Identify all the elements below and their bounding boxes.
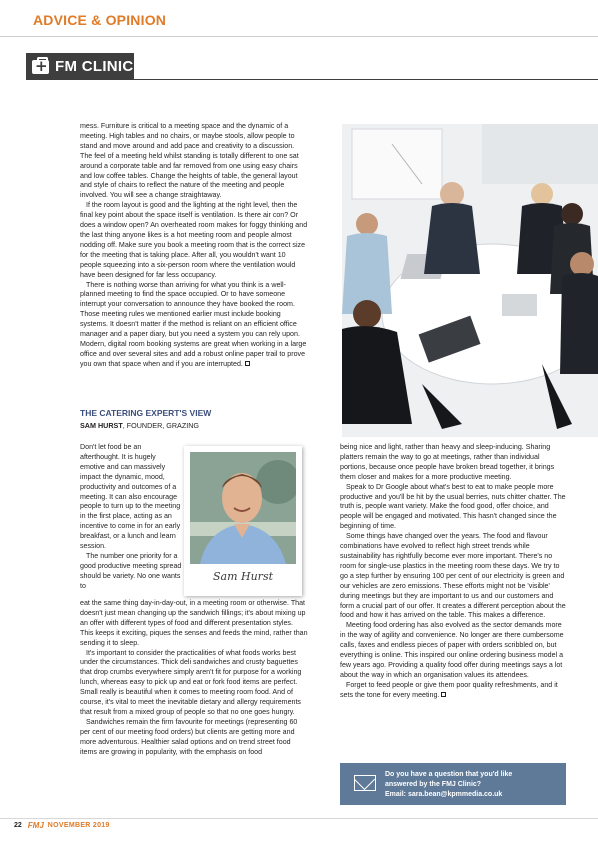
portrait-caption: Sam Hurst [212,570,274,583]
article-column-top [80,122,308,370]
banner-divider [134,79,598,80]
page-footer [14,821,110,830]
envelope-icon [354,775,376,791]
article-column-left-wide [80,599,308,758]
meeting-photo [342,124,598,437]
question-text [385,770,561,799]
article-paragraph: Don't let food be an afterthought. It is hugely emotive and can massively impact the dynamic, mood, productivity and outcomes of a meeting. It can also encourage people to turn up to the meeting in the first place, acting as an incentive to come in for an early breakfast, or a lunch and learn session. [80,443,181,551]
article-paragraph: It's important to consider the practicalities of what foods works best under the circumstances. Thick deli sandwiches and crusty baguettes that drop crumbs everywhere simply aren't fit for purpose for a working lunch, whereas easy to pick up and eat or fork food items are perfect. Small really is beautiful when it comes to meeting room food. And of course, it's vital to meet the inevitable dietary and allergy requirements that result from a mixed group of people so that no one goes hungry. [80,648,302,716]
question-box [340,763,566,805]
article-paragraph: being nice and light, rather than heavy and sleep-inducing. Sharing platters remain the way to go at meetings, rather than individual portions, because once people have broken bread together, it brings them closer and makes for a more productive meeting. [340,443,555,481]
article-paragraph: Speak to Dr Google about what's best to eat to make people more productive and you'll be hit by the usual berries, nuts chitter chatter. The truth is, people want variety. Make the food good, offer choice, and people will be engaged and motivated. This hasn't changed since the beginning of time. [340,482,566,531]
issue-date: NOVEMBER 2019 [47,822,110,829]
end-mark-icon [441,692,446,697]
contact-email[interactable]: Email: sara.bean@kpmmedia.co.uk [385,790,503,798]
first-aid-kit-icon [32,60,49,74]
portrait-photo [190,452,296,564]
section-divider [0,36,598,37]
question-line: Do you have a question that you'd like [385,771,513,778]
article-paragraph: eat the same thing day-in-day-out, in a meeting room or otherwise. That doesn't just mean changing up the sandwich fillings; it's about mixing up an offer with different types of food and different presentation styles. This keeps it exciting, piques the senses and feeds the mind, rather than sending it to sleep. [80,599,308,647]
expert-heading: THE CATERING EXPERT'S VIEW [80,408,212,418]
banner-title: FM CLINIC [55,58,134,75]
footer-divider [0,818,598,819]
article-paragraph: Sandwiches remain the firm favourite for meetings (representing 60 per cent of our meeting food orders) but clients are getting more and more adventurous. Healthier salad options and on trend street food items are growing in popularity, with the emphasis on food [80,717,298,756]
article-paragraph: Some things have changed over the years. The food and flavour combinations have evolved to reflect high street trends while sustainability has rightfully become ever more important. There's no room for single-use plastics in the meeting room these days. We try to go a step further by ensuring 100 per cent of our electricity is green and our vehicles are zero emissions. These efforts might not be 'visible' during meetings but they are important to us and our customers and form a crucial part of our offer. It creates a different perception about the food and how it has arrived on the table. This makes a difference. [340,532,566,620]
section-label: ADVICE & OPINION [33,12,167,28]
article-paragraph: The number one priority for a good productive meeting spread should be variety. No one wants to [80,551,182,590]
end-mark-icon [245,361,250,366]
article-column-left-narrow [80,443,182,592]
article-paragraph: There is nothing worse than arriving for what you think is a well-planned meeting to find the space occupied. Or to have someone interrupt your conversation to announce they have booked the room. Those meeting rules we mentioned earlier must include booking systems. It doesn't matter if the method is reliant on an efficient office manager and a paper diary, but you need a system you can rely upon. Modern, digital room booking systems are great when working in a large office and over several sites and add a robust online paper trail to prove you own that space when and if you are interrupted. [80,280,307,368]
expert-role: , FOUNDER, GRAZING [122,421,200,430]
page-number: 22 [14,822,22,829]
expert-name: SAM HURST [80,421,123,430]
article-paragraph: Forget to feed people or give them poor quality refreshments, and it sets the tone for every meeting. [340,680,558,699]
article-paragraph: mess. Furniture is critical to a meeting space and the dynamic of a meeting. High tables and no chairs, or maybe stools, allow people to stand and move around and add pace and creativity to a discussion. The feel of a meeting held whilst standing is totally different to one sat around a corporate table and far removed from one using easy chairs and low coffee tables. Change the heights of table, the general layout and style of chairs to reflect the nature of the meeting and people involved. You will see a change straightaway. [80,122,299,200]
portrait-polaroid [184,446,302,596]
article-paragraph: Meeting food ordering has also evolved as the sector demands more in the way of agility and convenience. No longer are there cumbersome calls, faxes and endless pieces of paper with orders scribbled on, but everything is online. This inspired our online ordering business model a few years ago. Providing a quality food offer during meetings says a lot about the way in which an organisation values its attendees. [340,621,564,679]
magazine-name: FMJ [27,821,44,830]
article-paragraph: If the room layout is good and the lighting at the right level, then the final key point about the space itself is ventilation. Is there air con? Or does a window open? An overheated room makes for foggy thinking and the last thing anyone likes is a hot meeting room and people almost nodding off. Make sure you book a meeting room that is the correct size for the meeting that is taking place. After all, you wouldn't want 10 people squeezing into a six-person room where the ventilation would have been designed for far less occupancy. [80,201,308,279]
article-column-right [340,443,566,701]
question-line: answered by the FMJ Clinic? [385,780,482,788]
fm-clinic-banner [26,53,134,80]
expert-byline [80,421,199,430]
